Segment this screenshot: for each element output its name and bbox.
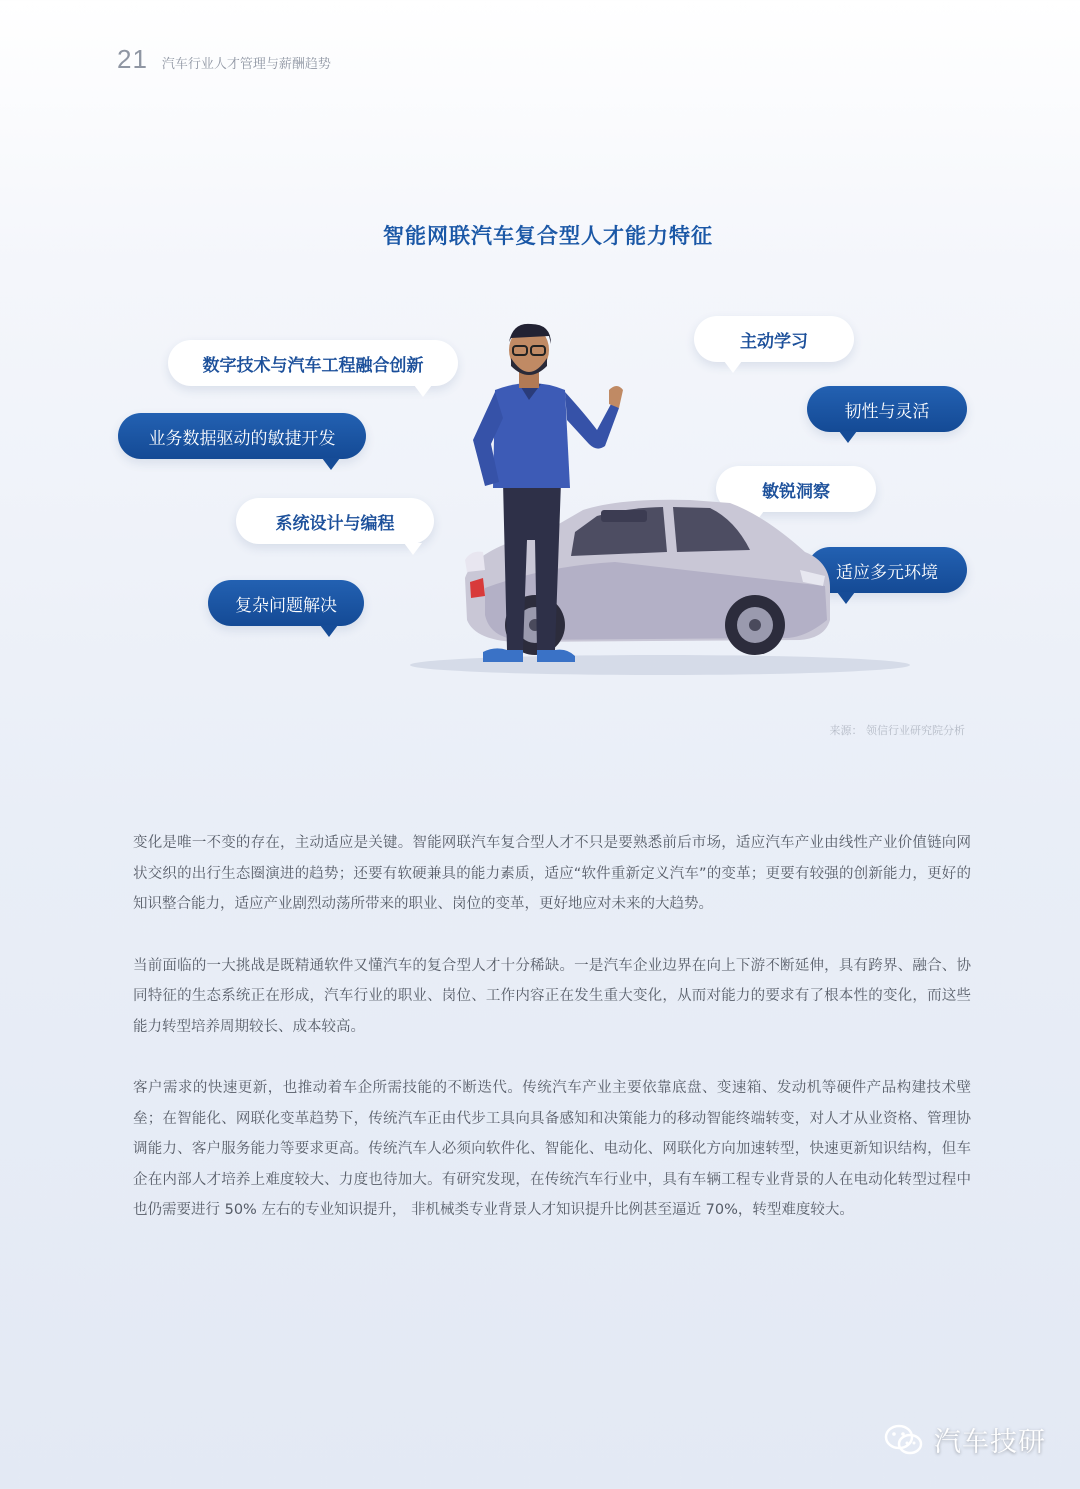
- wechat-icon: [884, 1423, 924, 1457]
- paragraph: 当前面临的一大挑战是既精通软件又懂汽车的复合型人才十分稀缺。一是汽车企业边界在向上下游不断延伸，具有跨界、融合、协同特征的生态系统正在形成，汽车行业的职业、岗位、工作内容正在发生重大变化，从而对能力的要求有了根本性的变化，而这些能力转型培养周期较长、成本较高。: [133, 957, 971, 1035]
- front-wheel: [725, 595, 785, 655]
- source-note: 来源： 领信行业研究院分析: [829, 724, 965, 737]
- bubble-label: 韧性与灵活: [844, 401, 930, 422]
- paragraph: 客户需求的快速更新，也推动着车企所需技能的不断迭代。传统汽车产业主要依靠底盘、变速箱、发动机等硬件产品构建技术壁垒；在智能化、网联化变革趋势下，传统汽车正由代步工具向具备感知和决策能力的移动智能终端转变，对人才从业资格、管理协调能力、客户服务能力等要求更高。传统汽车人必须向软件化、智能化、电动化、网联化方向加速转型，快速更新知识结构，但车企在内部人才培养上难度较大、力度也待加大。有研究发现，在传统汽车行业中，具有车辆工程专业背景的人在电动化转型过程中也仍需要进行 50% 左右的专业知识提升， 非机械类专业背景人才知识提升比例甚至逼近 70%，转型难度较大。: [133, 1080, 971, 1218]
- bubble-label: 系统设计与编程: [275, 513, 395, 534]
- bubble-label: 业务数据驱动的敏捷开发: [148, 428, 336, 449]
- page-number: 21: [117, 44, 148, 74]
- bubble-label: 复杂问题解决: [235, 595, 337, 616]
- bubble-problem-solving: [208, 580, 364, 626]
- watermark: [884, 1420, 1046, 1459]
- section-title: 汽车行业人才管理与薪酬趋势: [161, 57, 331, 72]
- page-header: [117, 44, 331, 75]
- illustration-man-and-car: [405, 320, 915, 680]
- figure-title: 智能网联汽车复合型人才能力特征: [383, 224, 713, 248]
- paragraph: 变化是唯一不变的存在，主动适应是关键。智能网联汽车复合型人才不只是要熟悉前后市场，适应汽车产业由线性产业价值链向网状交织的出行生态圈演进的趋势；还要有软硬兼具的能力素质，适应“软件重新定义汽车”的变革；更要有较强的创新能力，更好的知识整合能力，适应产业剧烈动荡所带来的职业、岗位的变革，更好地应对未来的大趋势。: [133, 835, 971, 912]
- bubble-label: 敏锐洞察: [762, 481, 830, 502]
- body-text: [133, 828, 971, 1257]
- bubble-label: 适应多元环境: [836, 562, 938, 583]
- bubble-label: 主动学习: [740, 331, 808, 352]
- watermark-text: 汽车技研: [934, 1427, 1046, 1458]
- bubble-label: 数字技术与汽车工程融合创新: [202, 355, 424, 376]
- bubble-agile-dev: [118, 413, 366, 459]
